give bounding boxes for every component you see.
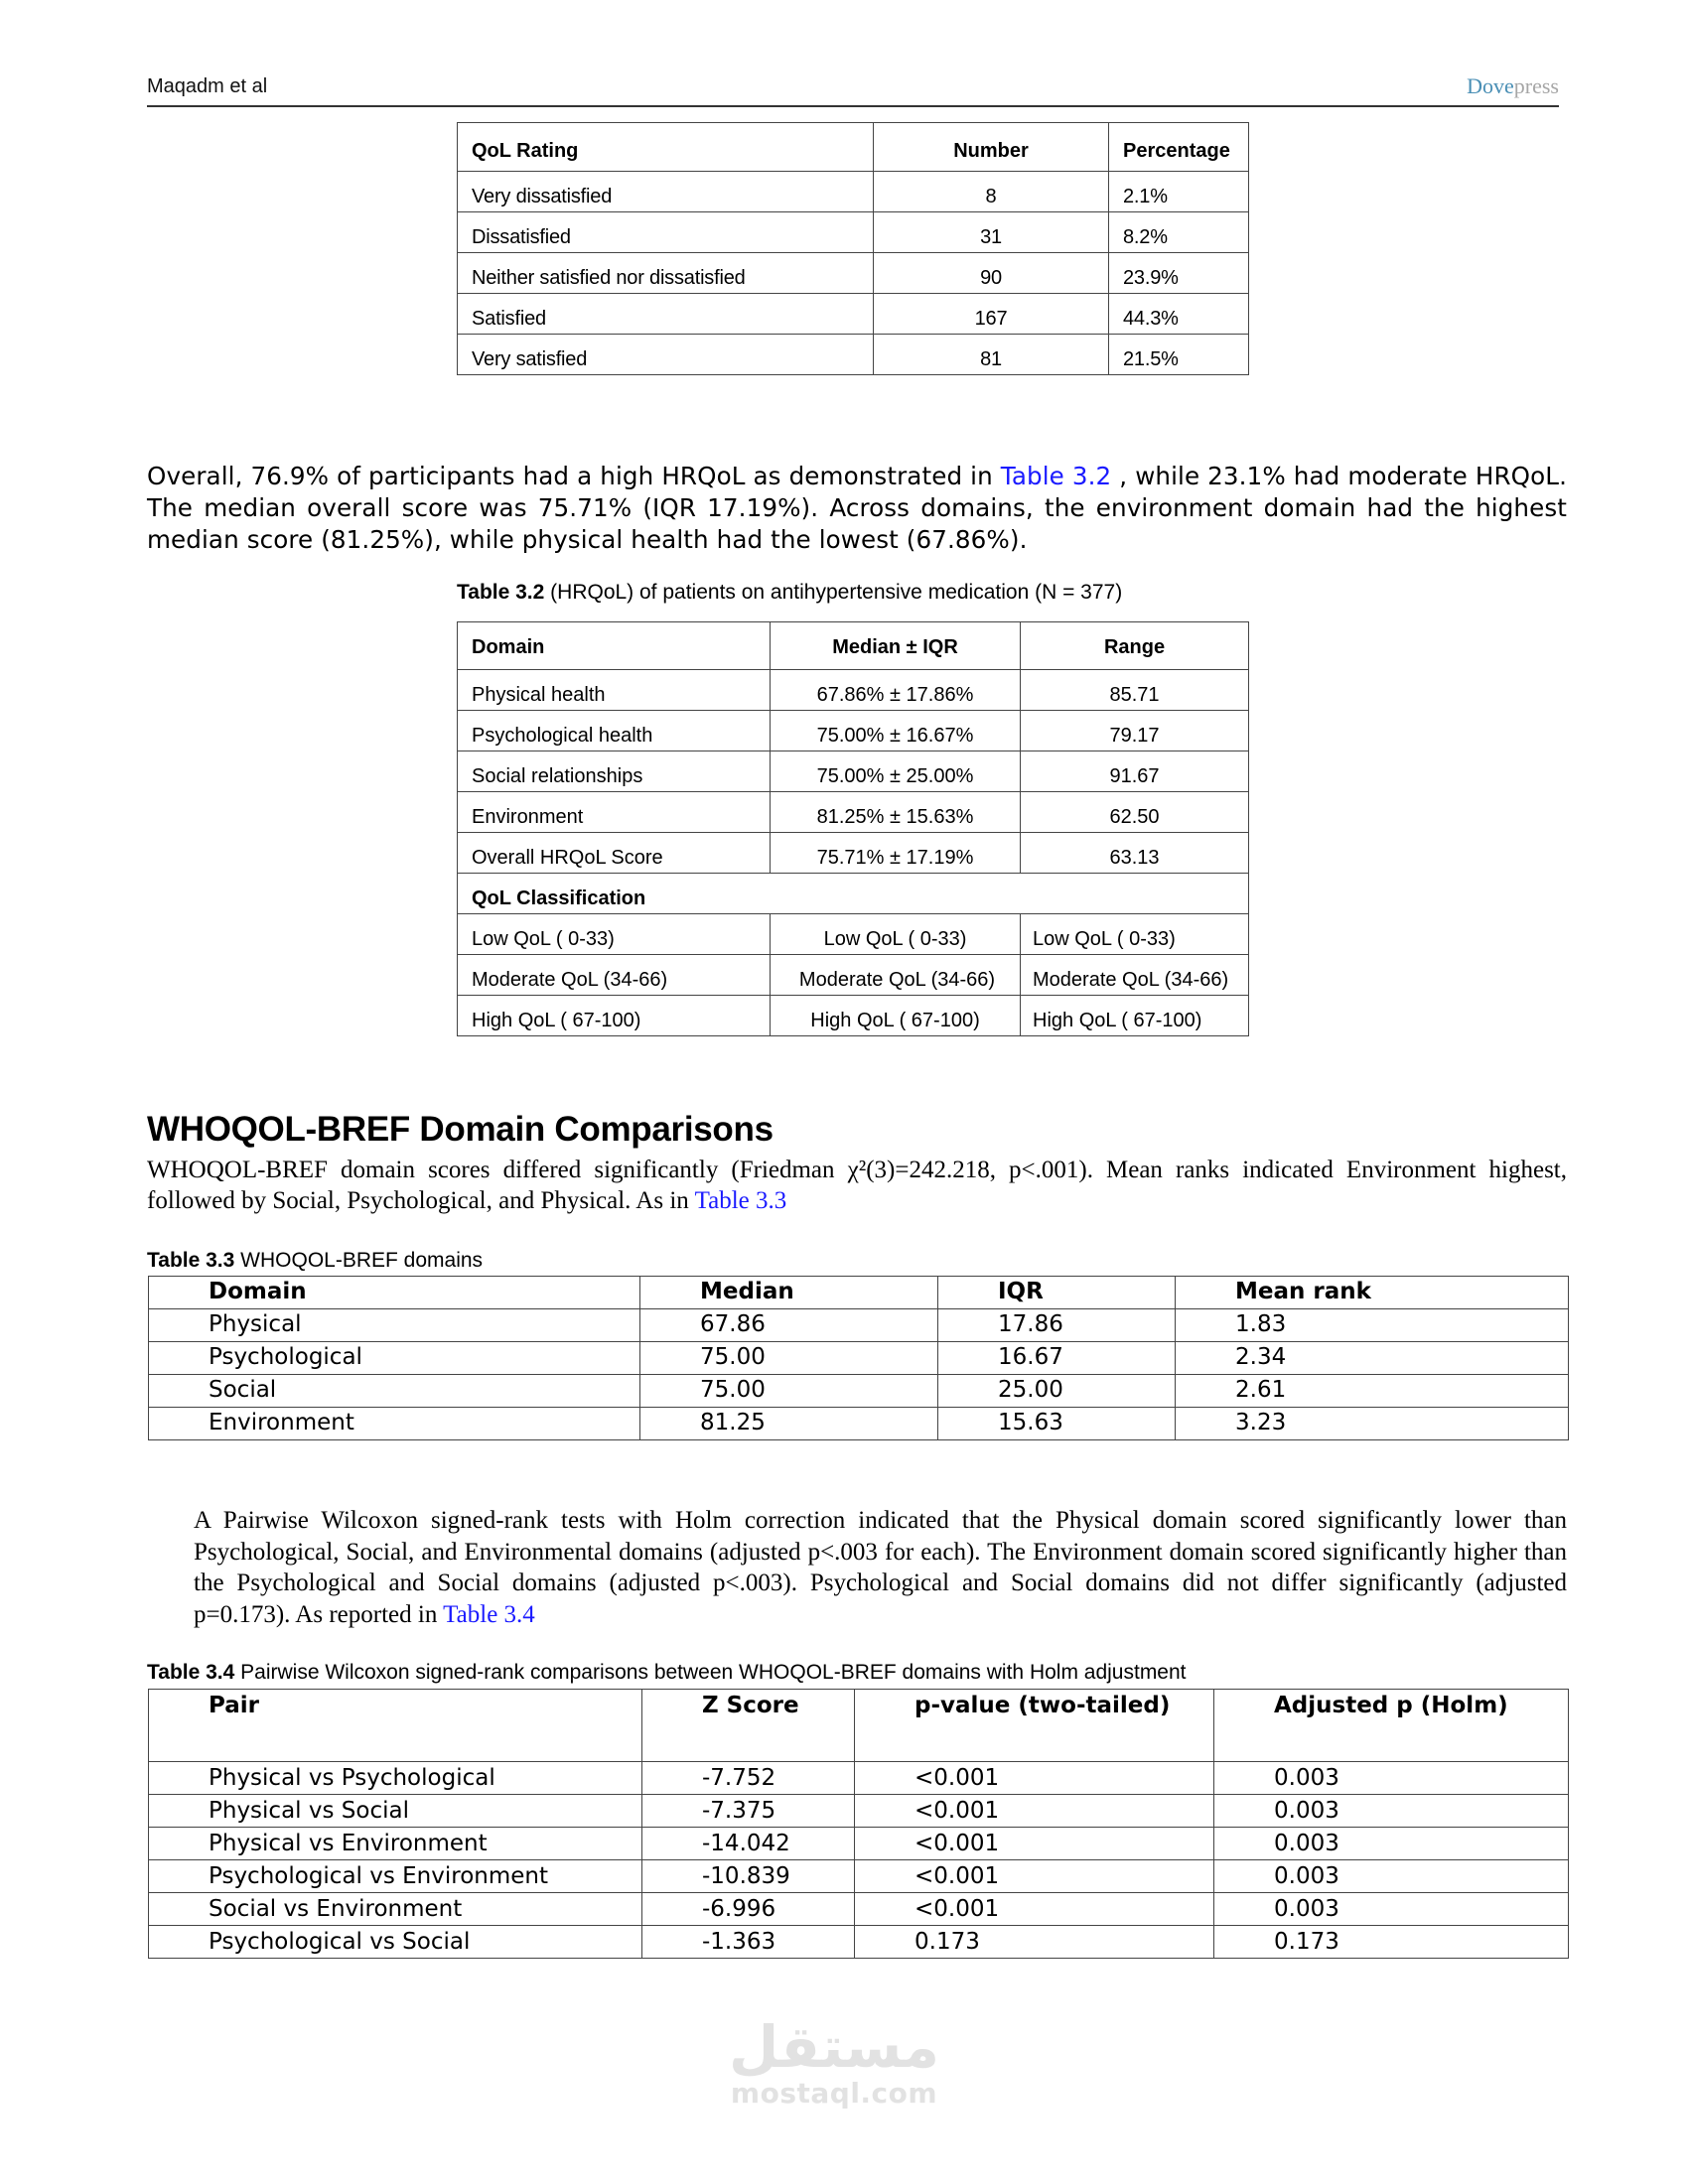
table-cell: 8.2% — [1109, 212, 1249, 253]
table-cell: High QoL ( 67-100) — [1021, 996, 1249, 1036]
table-cell: High QoL ( 67-100) — [458, 996, 771, 1036]
table-row — [458, 751, 1249, 792]
table-header-row — [149, 1690, 1569, 1762]
table-header-row — [458, 622, 1249, 670]
table-cell: Physical vs Social — [149, 1795, 642, 1828]
table-cell: 67.86 — [640, 1309, 938, 1342]
watermark — [725, 2015, 943, 2109]
table-cell: 23.9% — [1109, 253, 1249, 294]
column-header: Z Score — [642, 1690, 855, 1762]
table-cell: -7.752 — [642, 1762, 855, 1795]
table-row — [458, 914, 1249, 955]
friedman-paragraph — [147, 1155, 1567, 1216]
table-cell: Physical health — [458, 670, 771, 711]
table-cell: -7.375 — [642, 1795, 855, 1828]
table-cell: 81.25% ± 15.63% — [771, 792, 1021, 833]
publisher-logo — [1467, 73, 1559, 99]
column-header: Domain — [149, 1277, 640, 1309]
column-header: Median ± IQR — [771, 622, 1021, 670]
table-cell: 0.003 — [1214, 1795, 1569, 1828]
table-row — [458, 955, 1249, 996]
table-cell: 0.003 — [1214, 1893, 1569, 1926]
table-cell: Social relationships — [458, 751, 771, 792]
table-3-2-link[interactable]: Table 3.2 — [1000, 462, 1112, 490]
table-cell: Very dissatisfied — [458, 172, 874, 212]
table-cell: 75.00 — [640, 1375, 938, 1408]
table-cell: 0.173 — [1214, 1926, 1569, 1959]
wilcoxon-comparisons-table — [148, 1689, 1569, 1959]
table-cell: 62.50 — [1021, 792, 1249, 833]
column-header: p-value (two-tailed) — [855, 1690, 1214, 1762]
table-cell: 0.003 — [1214, 1860, 1569, 1893]
table-cell: <0.001 — [855, 1828, 1214, 1860]
table-cell: 85.71 — [1021, 670, 1249, 711]
table-cell: Neither satisfied nor dissatisfied — [458, 253, 874, 294]
table-row — [458, 670, 1249, 711]
table-cell: <0.001 — [855, 1762, 1214, 1795]
table-row — [149, 1408, 1569, 1440]
table-cell: Physical — [149, 1309, 640, 1342]
results-paragraph-hrqol — [147, 461, 1567, 556]
paragraph-text: A Pairwise Wilcoxon signed-rank tests with Holm correction indicated that the Physical domain scored significantly lower than Psychological, Social, and Environmental domains (adjusted p<.003 for each). The Environment domain scored significantly higher than the Psychological and Social domains (adjusted p<.003). Psychological and Social domains did not differ significantly (adjusted p=0.173). As reported in — [194, 1507, 1567, 1628]
table-3-3-link[interactable]: Table 3.3 — [694, 1187, 787, 1214]
table-row — [458, 996, 1249, 1036]
publisher-logo-dove: Dove — [1467, 73, 1514, 98]
table-3-4-link[interactable]: Table 3.4 — [443, 1600, 535, 1628]
caption-text: WHOQOL-BREF domains — [234, 1249, 484, 1272]
table-cell: 15.63 — [938, 1408, 1176, 1440]
table-row — [149, 1893, 1569, 1926]
column-header: IQR — [938, 1277, 1176, 1309]
table-cell: Low QoL ( 0-33) — [1021, 914, 1249, 955]
table-cell: 167 — [874, 294, 1109, 335]
table-row — [149, 1828, 1569, 1860]
table-row — [458, 253, 1249, 294]
table-header-row — [458, 123, 1249, 172]
table-cell: 0.003 — [1214, 1828, 1569, 1860]
table-cell: Moderate QoL (34-66) — [458, 955, 771, 996]
table-cell: <0.001 — [855, 1893, 1214, 1926]
table-cell: 16.67 — [938, 1342, 1176, 1375]
table-row — [458, 294, 1249, 335]
table-cell: 0.173 — [855, 1926, 1214, 1959]
table-cell: <0.001 — [855, 1795, 1214, 1828]
table-cell: Satisfied — [458, 294, 874, 335]
table-row — [149, 1375, 1569, 1408]
table-cell: Environment — [458, 792, 771, 833]
table-row — [458, 335, 1249, 375]
table-cell: Psychological — [149, 1342, 640, 1375]
table-cell: 75.00% ± 16.67% — [771, 711, 1021, 751]
column-header: Adjusted p (Holm) — [1214, 1690, 1569, 1762]
table-cell: 75.00 — [640, 1342, 938, 1375]
table-cell: 67.86% ± 17.86% — [771, 670, 1021, 711]
column-header: Median — [640, 1277, 938, 1309]
table-row — [458, 172, 1249, 212]
table-section-row — [458, 874, 1249, 914]
publisher-logo-press: press — [1513, 73, 1559, 98]
table-3-3-caption — [147, 1249, 483, 1273]
table-cell: Physical vs Psychological — [149, 1762, 642, 1795]
column-header: Range — [1021, 622, 1249, 670]
header-rule — [147, 105, 1559, 107]
table-cell: -1.363 — [642, 1926, 855, 1959]
paragraph-text: Overall, 76.9% of participants had a high HRQoL as demonstrated in — [147, 462, 1001, 490]
table-row — [149, 1860, 1569, 1893]
table-cell: 75.71% ± 17.19% — [771, 833, 1021, 874]
table-cell: 81.25 — [640, 1408, 938, 1440]
table-cell: Dissatisfied — [458, 212, 874, 253]
table-cell: 25.00 — [938, 1375, 1176, 1408]
table-header-row — [149, 1277, 1569, 1309]
table-cell: 90 — [874, 253, 1109, 294]
table-row — [149, 1762, 1569, 1795]
hrqol-table — [457, 621, 1249, 1036]
table-row — [149, 1795, 1569, 1828]
table-cell: 75.00% ± 25.00% — [771, 751, 1021, 792]
table-cell: 1.83 — [1176, 1309, 1569, 1342]
table-cell: 2.1% — [1109, 172, 1249, 212]
table-cell: -10.839 — [642, 1860, 855, 1893]
table-row — [149, 1926, 1569, 1959]
table-cell: 2.61 — [1176, 1375, 1569, 1408]
table-cell: Psychological vs Environment — [149, 1860, 642, 1893]
table-cell: 0.003 — [1214, 1762, 1569, 1795]
table-cell: 44.3% — [1109, 294, 1249, 335]
table-cell: 91.67 — [1021, 751, 1249, 792]
table-3-4-caption — [147, 1661, 1187, 1685]
watermark-latin: mostaql.com — [730, 2077, 938, 2110]
table-row — [149, 1309, 1569, 1342]
table-cell: 3.23 — [1176, 1408, 1569, 1440]
column-header: Percentage — [1109, 123, 1249, 172]
table-cell: Social — [149, 1375, 640, 1408]
table-cell: -14.042 — [642, 1828, 855, 1860]
table-cell: Very satisfied — [458, 335, 874, 375]
table-cell: Low QoL ( 0-33) — [458, 914, 771, 955]
paragraph-text: , while 23.1% had moderate HRQoL. The median overall score was 75.71% (IQR 17.19%). Across domains, the environment domain had the highest median score (81.25%), while physical health had the lowest (67.86%). — [147, 462, 1567, 554]
caption-label: Table 3.2 — [457, 581, 545, 604]
section-heading: WHOQOL-BREF Domain Comparisons — [147, 1110, 774, 1149]
table-row — [458, 792, 1249, 833]
table-cell: 79.17 — [1021, 711, 1249, 751]
table-cell: 31 — [874, 212, 1109, 253]
table-cell: 21.5% — [1109, 335, 1249, 375]
table-cell: 8 — [874, 172, 1109, 212]
caption-label: Table 3.3 — [147, 1249, 235, 1272]
table-cell: Psychological health — [458, 711, 771, 751]
paragraph-text: WHOQOL-BREF domain scores differed significantly (Friedman χ²(3)=242.218, p<.001). Mean ranks indicated Environment highest, followed by Social, Psychological, and Physical. As in — [147, 1157, 1567, 1214]
table-cell: Moderate QoL (34-66) — [1021, 955, 1249, 996]
table-cell: High QoL ( 67-100) — [771, 996, 1021, 1036]
table-cell: Overall HRQoL Score — [458, 833, 771, 874]
table-cell: Moderate QoL (34-66) — [771, 955, 1021, 996]
column-header: Domain — [458, 622, 771, 670]
table-cell: <0.001 — [855, 1860, 1214, 1893]
table-cell: 63.13 — [1021, 833, 1249, 874]
wilcoxon-paragraph — [194, 1505, 1567, 1630]
table-cell: Environment — [149, 1408, 640, 1440]
table-row — [458, 212, 1249, 253]
watermark-arabic: مستقل — [728, 2013, 940, 2081]
table-cell: Physical vs Environment — [149, 1828, 642, 1860]
column-header: QoL Rating — [458, 123, 874, 172]
table-cell: 17.86 — [938, 1309, 1176, 1342]
table-cell: -6.996 — [642, 1893, 855, 1926]
column-header: Number — [874, 123, 1109, 172]
qol-rating-table — [457, 122, 1249, 375]
table-row — [458, 711, 1249, 751]
column-header: Mean rank — [1176, 1277, 1569, 1309]
section-label-qol-classification: QoL Classification — [458, 874, 1249, 914]
table-cell: 81 — [874, 335, 1109, 375]
caption-text: Pairwise Wilcoxon signed-rank comparisons between WHOQOL-BREF domains with Holm adjustment — [234, 1661, 1187, 1684]
table-cell: Psychological vs Social — [149, 1926, 642, 1959]
table-cell: 2.34 — [1176, 1342, 1569, 1375]
caption-text: (HRQoL) of patients on antihypertensive medication (N = 377) — [544, 581, 1123, 604]
table-3-2-caption — [457, 581, 1122, 605]
table-cell: Social vs Environment — [149, 1893, 642, 1926]
column-header: Pair — [149, 1690, 642, 1762]
running-header-author: Maqadm et al — [147, 75, 268, 97]
table-cell: Low QoL ( 0-33) — [771, 914, 1021, 955]
table-row — [458, 833, 1249, 874]
caption-label: Table 3.4 — [147, 1661, 235, 1684]
table-row — [149, 1342, 1569, 1375]
whoqol-domains-table — [148, 1276, 1569, 1440]
